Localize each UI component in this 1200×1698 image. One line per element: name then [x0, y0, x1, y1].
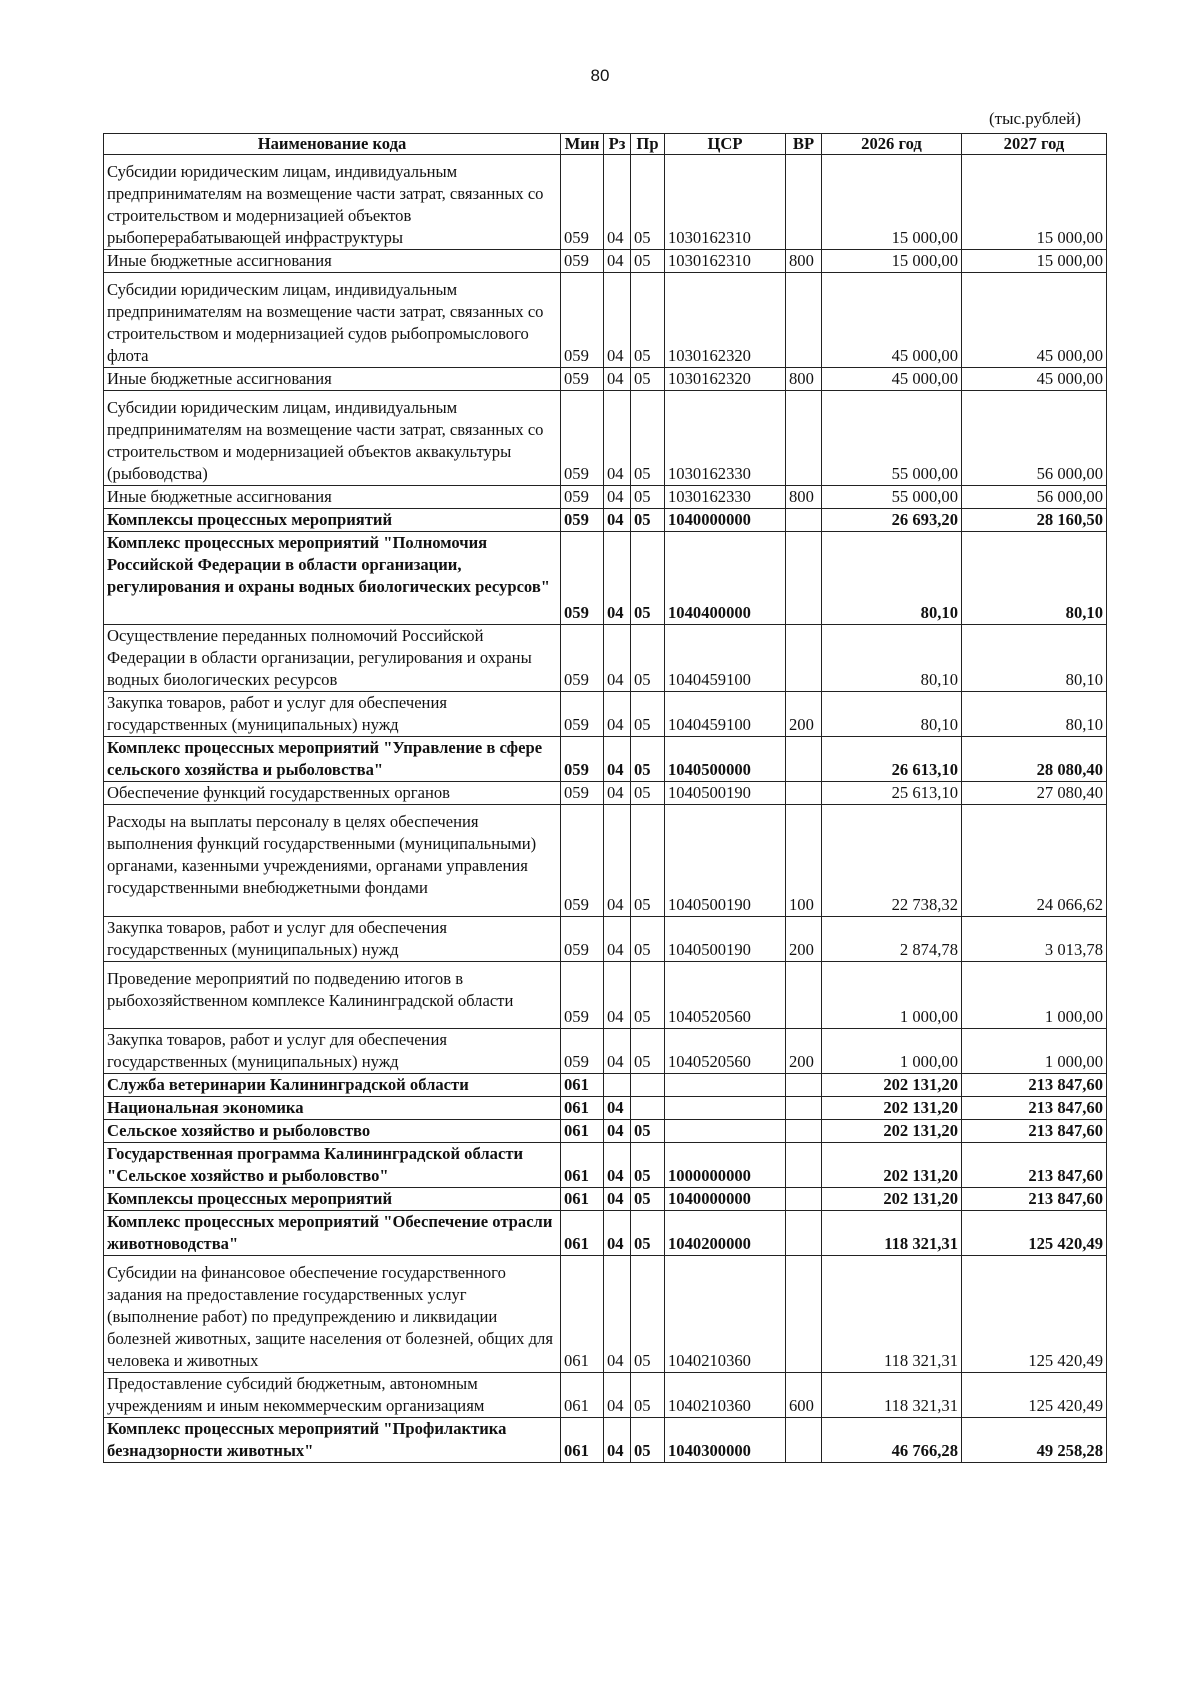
- row-vr: 200: [786, 917, 822, 962]
- row-name: Субсидии на финансовое обеспечение государственного задания на предоставление государственных услуг (выполнение работ) по предупреждению и ликвидации болезней животных, защите населения от болезней, общих для человека и животных: [104, 1256, 561, 1373]
- row-pr: 05: [631, 1211, 665, 1256]
- header-2026: 2026 год: [822, 134, 962, 155]
- row-min: 061: [561, 1143, 604, 1188]
- row-vr: [786, 1074, 822, 1097]
- row-amount-2026: 118 321,31: [822, 1256, 962, 1373]
- row-name: Иные бюджетные ассигнования: [104, 368, 561, 391]
- table-row: [104, 1143, 1107, 1188]
- row-amount-2026: 26 613,10: [822, 737, 962, 782]
- row-vr: [786, 273, 822, 368]
- row-pr: 05: [631, 155, 665, 250]
- row-rz: [604, 1074, 631, 1097]
- row-name: Субсидии юридическим лицам, индивидуальным предпринимателям на возмещение части затрат, связанных со строительством и модернизацией объектов рыбоперерабатывающей инфраструктуры: [104, 155, 561, 250]
- table-row: [104, 1029, 1107, 1074]
- row-name: Иные бюджетные ассигнования: [104, 250, 561, 273]
- table-row: [104, 273, 1107, 368]
- row-csr: 1040210360: [665, 1373, 786, 1418]
- row-csr: 1030162320: [665, 368, 786, 391]
- row-pr: 05: [631, 1418, 665, 1463]
- table-row: [104, 805, 1107, 917]
- table-row: [104, 1097, 1107, 1120]
- row-min: 059: [561, 486, 604, 509]
- header-2027: 2027 год: [962, 134, 1107, 155]
- row-name: Субсидии юридическим лицам, индивидуальным предпринимателям на возмещение части затрат, связанных со строительством и модернизацией судов рыбопромыслового флота: [104, 273, 561, 368]
- row-name: Расходы на выплаты персоналу в целях обеспечения выполнения функций государственными (муниципальными) органами, казенными учреждениями, органами управления государственными внебюджетными фондами: [104, 805, 561, 917]
- table-row: [104, 917, 1107, 962]
- row-name: Закупка товаров, работ и услуг для обеспечения государственных (муниципальных) нужд: [104, 1029, 561, 1074]
- row-name: Субсидии юридическим лицам, индивидуальным предпринимателям на возмещение части затрат, связанных со строительством и модернизацией объектов аквакультуры (рыбоводства): [104, 391, 561, 486]
- row-min: 059: [561, 509, 604, 532]
- row-vr: 800: [786, 368, 822, 391]
- row-min: 059: [561, 250, 604, 273]
- row-rz: 04: [604, 486, 631, 509]
- row-amount-2027: 24 066,62: [962, 805, 1107, 917]
- row-name: Комплексы процессных мероприятий: [104, 1188, 561, 1211]
- row-name: Национальная экономика: [104, 1097, 561, 1120]
- page-number: 80: [590, 66, 610, 85]
- row-amount-2027: 80,10: [962, 692, 1107, 737]
- row-min: 059: [561, 692, 604, 737]
- row-rz: 04: [604, 805, 631, 917]
- row-amount-2026: 15 000,00: [822, 155, 962, 250]
- table-row: [104, 250, 1107, 273]
- header-vr: ВР: [786, 134, 822, 155]
- row-name: Государственная программа Калининградской области "Сельское хозяйство и рыболовство": [104, 1143, 561, 1188]
- row-rz: 04: [604, 1029, 631, 1074]
- row-rz: 04: [604, 1143, 631, 1188]
- table-row: [104, 486, 1107, 509]
- row-min: 059: [561, 368, 604, 391]
- row-amount-2026: 55 000,00: [822, 486, 962, 509]
- row-min: 061: [561, 1373, 604, 1418]
- row-amount-2027: 56 000,00: [962, 391, 1107, 486]
- row-rz: 04: [604, 1373, 631, 1418]
- row-amount-2026: 118 321,31: [822, 1211, 962, 1256]
- row-pr: 05: [631, 962, 665, 1029]
- table-row: [104, 1120, 1107, 1143]
- row-vr: [786, 1143, 822, 1188]
- row-pr: 05: [631, 509, 665, 532]
- row-amount-2027: 3 013,78: [962, 917, 1107, 962]
- row-amount-2027: 28 080,40: [962, 737, 1107, 782]
- row-csr: 1030162330: [665, 486, 786, 509]
- row-csr: 1040200000: [665, 1211, 786, 1256]
- row-amount-2027: 125 420,49: [962, 1256, 1107, 1373]
- row-amount-2026: 22 738,32: [822, 805, 962, 917]
- row-amount-2027: 213 847,60: [962, 1120, 1107, 1143]
- row-min: 061: [561, 1074, 604, 1097]
- row-csr: 1030162310: [665, 250, 786, 273]
- budget-table: [103, 133, 1107, 1463]
- row-pr: 05: [631, 737, 665, 782]
- row-rz: 04: [604, 1188, 631, 1211]
- row-amount-2027: 15 000,00: [962, 155, 1107, 250]
- row-name: Предоставление субсидий бюджетным, автономным учреждениям и иным некоммерческим организациям: [104, 1373, 561, 1418]
- row-min: 059: [561, 962, 604, 1029]
- row-name: Осуществление переданных полномочий Российской Федерации в области организации, регулирования и охраны водных биологических ресурсов: [104, 625, 561, 692]
- row-csr: 1030162320: [665, 273, 786, 368]
- row-vr: 800: [786, 250, 822, 273]
- row-vr: 800: [786, 486, 822, 509]
- row-amount-2026: 202 131,20: [822, 1097, 962, 1120]
- row-vr: [786, 1211, 822, 1256]
- row-amount-2027: 45 000,00: [962, 273, 1107, 368]
- row-vr: [786, 962, 822, 1029]
- table-row: [104, 1211, 1107, 1256]
- row-csr: 1040459100: [665, 625, 786, 692]
- row-vr: [786, 625, 822, 692]
- row-pr: 05: [631, 273, 665, 368]
- row-amount-2026: 45 000,00: [822, 273, 962, 368]
- row-amount-2027: 213 847,60: [962, 1097, 1107, 1120]
- row-name: Обеспечение функций государственных органов: [104, 782, 561, 805]
- row-rz: 04: [604, 737, 631, 782]
- row-csr: [665, 1097, 786, 1120]
- row-min: 059: [561, 273, 604, 368]
- row-rz: 04: [604, 1256, 631, 1373]
- row-min: 059: [561, 917, 604, 962]
- row-pr: 05: [631, 1373, 665, 1418]
- row-min: 059: [561, 737, 604, 782]
- table-row: [104, 737, 1107, 782]
- row-pr: 05: [631, 1143, 665, 1188]
- row-csr: 1040000000: [665, 1188, 786, 1211]
- row-amount-2027: 27 080,40: [962, 782, 1107, 805]
- row-amount-2027: 125 420,49: [962, 1211, 1107, 1256]
- row-min: 059: [561, 532, 604, 625]
- row-csr: 1030162310: [665, 155, 786, 250]
- row-amount-2026: 80,10: [822, 532, 962, 625]
- table-row: [104, 509, 1107, 532]
- row-pr: 05: [631, 692, 665, 737]
- row-amount-2026: 118 321,31: [822, 1373, 962, 1418]
- row-pr: 05: [631, 625, 665, 692]
- row-min: 059: [561, 1029, 604, 1074]
- row-vr: [786, 1256, 822, 1373]
- table-row: [104, 391, 1107, 486]
- table-row: [104, 962, 1107, 1029]
- row-amount-2026: 202 131,20: [822, 1188, 962, 1211]
- row-rz: 04: [604, 625, 631, 692]
- row-vr: 600: [786, 1373, 822, 1418]
- row-csr: [665, 1120, 786, 1143]
- row-csr: 1000000000: [665, 1143, 786, 1188]
- row-csr: 1040210360: [665, 1256, 786, 1373]
- row-pr: 05: [631, 805, 665, 917]
- row-csr: 1040520560: [665, 962, 786, 1029]
- row-vr: [786, 1120, 822, 1143]
- table-row: [104, 532, 1107, 625]
- table-body: [104, 155, 1107, 1463]
- row-csr: 1030162330: [665, 391, 786, 486]
- row-vr: [786, 782, 822, 805]
- row-pr: 05: [631, 1256, 665, 1373]
- row-name: Проведение мероприятий по подведению итогов в рыбохозяйственном комплексе Калининградской области: [104, 962, 561, 1029]
- table-row: [104, 1256, 1107, 1373]
- row-min: 059: [561, 805, 604, 917]
- row-amount-2026: 45 000,00: [822, 368, 962, 391]
- row-vr: 200: [786, 1029, 822, 1074]
- row-amount-2026: 202 131,20: [822, 1120, 962, 1143]
- table-row: [104, 1373, 1107, 1418]
- row-amount-2027: 15 000,00: [962, 250, 1107, 273]
- header-name: Наименование кода: [104, 134, 561, 155]
- row-amount-2026: 46 766,28: [822, 1418, 962, 1463]
- row-pr: 05: [631, 1120, 665, 1143]
- row-csr: 1040500000: [665, 737, 786, 782]
- row-csr: 1040400000: [665, 532, 786, 625]
- row-rz: 04: [604, 692, 631, 737]
- row-min: 061: [561, 1211, 604, 1256]
- row-rz: 04: [604, 1120, 631, 1143]
- table-row: [104, 368, 1107, 391]
- row-amount-2027: 213 847,60: [962, 1143, 1107, 1188]
- row-pr: 05: [631, 368, 665, 391]
- row-amount-2027: 80,10: [962, 532, 1107, 625]
- row-amount-2026: 1 000,00: [822, 962, 962, 1029]
- row-name: Иные бюджетные ассигнования: [104, 486, 561, 509]
- row-vr: 100: [786, 805, 822, 917]
- table-row: [104, 1418, 1107, 1463]
- row-name: Комплекс процессных мероприятий "Профилактика безнадзорности животных": [104, 1418, 561, 1463]
- row-pr: 05: [631, 391, 665, 486]
- row-name: Сельское хозяйство и рыболовство: [104, 1120, 561, 1143]
- row-vr: [786, 155, 822, 250]
- row-rz: 04: [604, 782, 631, 805]
- row-vr: [786, 1188, 822, 1211]
- row-rz: 04: [604, 962, 631, 1029]
- row-min: 061: [561, 1418, 604, 1463]
- row-amount-2027: 1 000,00: [962, 962, 1107, 1029]
- row-csr: 1040520560: [665, 1029, 786, 1074]
- row-name: Закупка товаров, работ и услуг для обеспечения государственных (муниципальных) нужд: [104, 692, 561, 737]
- row-csr: [665, 1074, 786, 1097]
- row-amount-2027: 49 258,28: [962, 1418, 1107, 1463]
- row-amount-2027: 213 847,60: [962, 1188, 1107, 1211]
- row-rz: 04: [604, 368, 631, 391]
- table-row: [104, 1188, 1107, 1211]
- row-csr: 1040000000: [665, 509, 786, 532]
- row-csr: 1040300000: [665, 1418, 786, 1463]
- row-rz: 04: [604, 391, 631, 486]
- row-vr: [786, 1418, 822, 1463]
- row-rz: 04: [604, 155, 631, 250]
- row-pr: 05: [631, 532, 665, 625]
- row-amount-2027: 125 420,49: [962, 1373, 1107, 1418]
- table-row: [104, 692, 1107, 737]
- row-rz: 04: [604, 532, 631, 625]
- row-amount-2027: 80,10: [962, 625, 1107, 692]
- row-pr: [631, 1074, 665, 1097]
- row-rz: 04: [604, 273, 631, 368]
- header-rz: Рз: [604, 134, 631, 155]
- row-csr: 1040500190: [665, 782, 786, 805]
- row-vr: [786, 391, 822, 486]
- units-label: (тыс.рублей): [989, 109, 1081, 128]
- row-amount-2026: 15 000,00: [822, 250, 962, 273]
- row-pr: [631, 1097, 665, 1120]
- header-pr: Пр: [631, 134, 665, 155]
- row-min: 061: [561, 1097, 604, 1120]
- row-vr: [786, 737, 822, 782]
- row-min: 059: [561, 782, 604, 805]
- table-header-row: [104, 134, 1107, 155]
- row-min: 059: [561, 625, 604, 692]
- row-vr: 200: [786, 692, 822, 737]
- row-name: Служба ветеринарии Калининградской области: [104, 1074, 561, 1097]
- row-amount-2026: 2 874,78: [822, 917, 962, 962]
- row-vr: [786, 532, 822, 625]
- row-csr: 1040459100: [665, 692, 786, 737]
- row-vr: [786, 509, 822, 532]
- header-min: Мин: [561, 134, 604, 155]
- row-amount-2027: 213 847,60: [962, 1074, 1107, 1097]
- row-rz: 04: [604, 1211, 631, 1256]
- table-row: [104, 625, 1107, 692]
- row-min: 061: [561, 1120, 604, 1143]
- row-min: 059: [561, 155, 604, 250]
- row-amount-2026: 202 131,20: [822, 1074, 962, 1097]
- table-row: [104, 155, 1107, 250]
- row-amount-2027: 45 000,00: [962, 368, 1107, 391]
- table-row: [104, 1074, 1107, 1097]
- row-amount-2027: 28 160,50: [962, 509, 1107, 532]
- row-amount-2027: 1 000,00: [962, 1029, 1107, 1074]
- row-name: Комплексы процессных мероприятий: [104, 509, 561, 532]
- header-csr: ЦСР: [665, 134, 786, 155]
- row-pr: 05: [631, 1188, 665, 1211]
- row-pr: 05: [631, 1029, 665, 1074]
- row-name: Комплекс процессных мероприятий "Полномочия Российской Федерации в области организации, регулирования и охраны водных биологических ресурсов": [104, 532, 561, 625]
- row-min: 061: [561, 1188, 604, 1211]
- row-amount-2027: 56 000,00: [962, 486, 1107, 509]
- row-amount-2026: 55 000,00: [822, 391, 962, 486]
- row-min: 061: [561, 1256, 604, 1373]
- row-rz: 04: [604, 917, 631, 962]
- row-name: Комплекс процессных мероприятий "Обеспечение отрасли животноводства": [104, 1211, 561, 1256]
- row-amount-2026: 202 131,20: [822, 1143, 962, 1188]
- row-amount-2026: 1 000,00: [822, 1029, 962, 1074]
- row-amount-2026: 80,10: [822, 692, 962, 737]
- row-rz: 04: [604, 1418, 631, 1463]
- row-amount-2026: 80,10: [822, 625, 962, 692]
- table-row: [104, 782, 1107, 805]
- row-min: 059: [561, 391, 604, 486]
- row-pr: 05: [631, 917, 665, 962]
- row-name: Закупка товаров, работ и услуг для обеспечения государственных (муниципальных) нужд: [104, 917, 561, 962]
- row-pr: 05: [631, 250, 665, 273]
- row-rz: 04: [604, 1097, 631, 1120]
- row-rz: 04: [604, 509, 631, 532]
- row-pr: 05: [631, 486, 665, 509]
- row-pr: 05: [631, 782, 665, 805]
- row-csr: 1040500190: [665, 917, 786, 962]
- row-amount-2026: 25 613,10: [822, 782, 962, 805]
- row-name: Комплекс процессных мероприятий "Управление в сфере сельского хозяйства и рыболовства": [104, 737, 561, 782]
- row-amount-2026: 26 693,20: [822, 509, 962, 532]
- row-csr: 1040500190: [665, 805, 786, 917]
- row-vr: [786, 1097, 822, 1120]
- row-rz: 04: [604, 250, 631, 273]
